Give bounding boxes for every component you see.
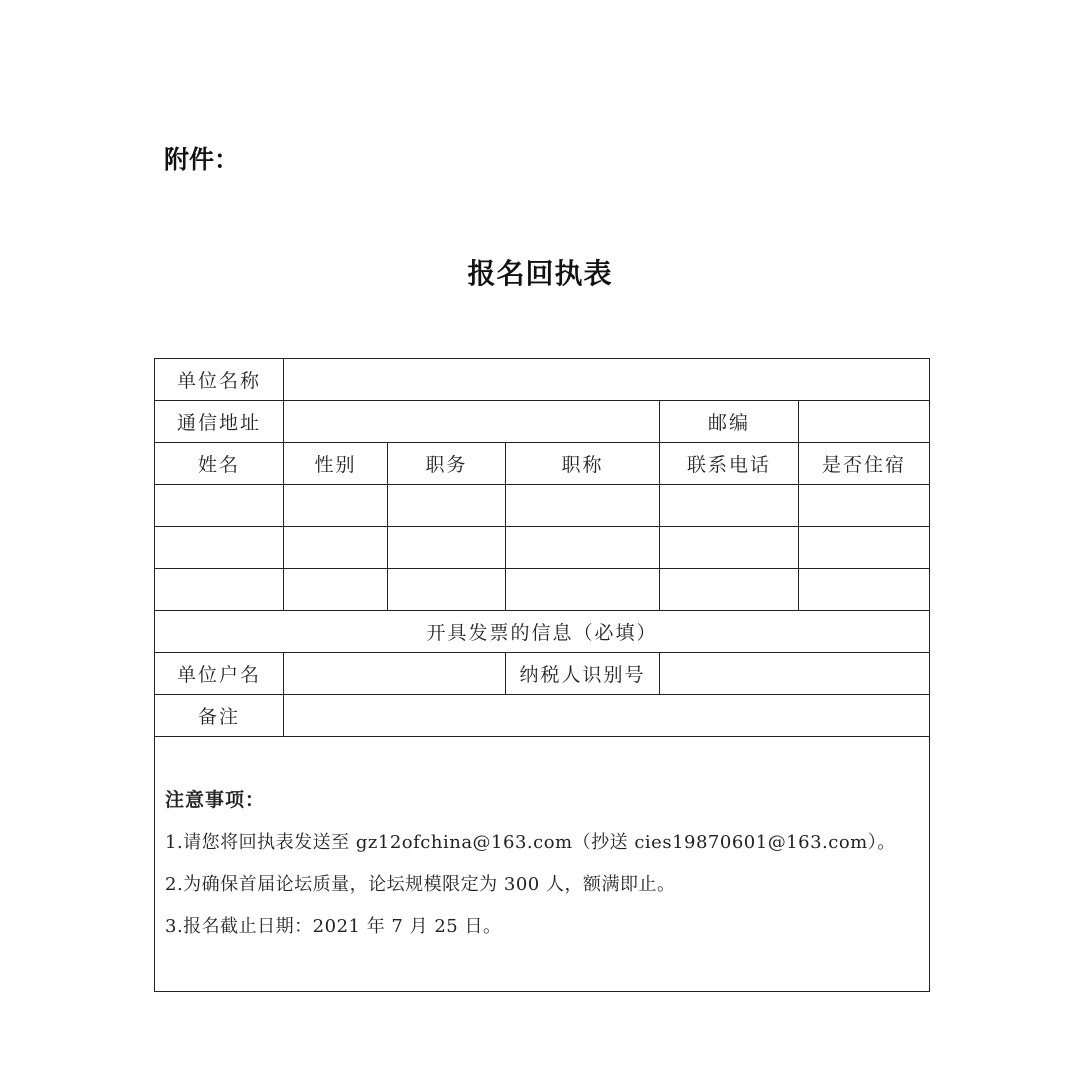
note-item-submission: 1.请您将回执表发送至 gz12ofchina@163.com（抄送 cies19870601@163.com）。 [165,832,896,853]
column-header-name: 姓名 [155,443,284,485]
attendee-title-cell[interactable] [506,569,660,611]
column-header-phone: 联系电话 [660,443,799,485]
notes-cell [155,737,930,992]
unit-name-row [155,359,930,401]
address-row [155,401,930,443]
note-item-capacity: 2.为确保首届论坛质量，论坛规模限定为 300 人，额满即止。 [165,874,676,895]
tax-id-field[interactable] [660,653,930,695]
attendee-title-cell[interactable] [506,485,660,527]
attendee-accommodation-cell[interactable] [799,569,930,611]
remarks-label: 备注 [155,695,284,737]
attendee-position-cell[interactable] [388,485,506,527]
invoice-section-row [155,611,930,653]
invoice-details-row [155,653,930,695]
column-header-position: 职务 [388,443,506,485]
attendee-name-cell[interactable] [155,527,284,569]
address-field[interactable] [284,401,660,443]
attendee-name-cell[interactable] [155,569,284,611]
attendee-accommodation-cell[interactable] [799,527,930,569]
attendee-row [155,527,930,569]
remarks-row [155,695,930,737]
attendee-gender-cell[interactable] [284,569,388,611]
note-item-deadline: 3.报名截止日期：2021 年 7 月 25 日。 [165,916,502,937]
attendee-position-cell[interactable] [388,569,506,611]
attendee-phone-cell[interactable] [660,527,799,569]
column-header-gender: 性别 [284,443,388,485]
account-name-field[interactable] [284,653,506,695]
postcode-field[interactable] [799,401,930,443]
attendee-position-cell[interactable] [388,527,506,569]
account-name-label: 单位户名 [155,653,284,695]
attendee-accommodation-cell[interactable] [799,485,930,527]
form-title: 报名回执表 [467,257,613,290]
attendee-title-cell[interactable] [506,527,660,569]
notes-row [155,737,930,992]
column-header-title: 职称 [506,443,660,485]
attendee-gender-cell[interactable] [284,485,388,527]
attendee-phone-cell[interactable] [660,485,799,527]
unit-name-label: 单位名称 [155,359,284,401]
attachment-label: 附件： [164,145,240,174]
attendee-row [155,569,930,611]
tax-id-label: 纳税人识别号 [506,653,660,695]
column-header-accommodation: 是否住宿 [799,443,930,485]
invoice-section-title: 开具发票的信息（必填） [155,611,930,653]
address-label: 通信地址 [155,401,284,443]
attendee-row [155,485,930,527]
remarks-field[interactable] [284,695,930,737]
attendee-gender-cell[interactable] [284,527,388,569]
notes-title: 注意事项： [165,789,266,811]
column-header-row [155,443,930,485]
attendee-name-cell[interactable] [155,485,284,527]
registration-form-table [154,358,930,992]
attendee-phone-cell[interactable] [660,569,799,611]
postcode-label: 邮编 [660,401,799,443]
unit-name-field[interactable] [284,359,930,401]
